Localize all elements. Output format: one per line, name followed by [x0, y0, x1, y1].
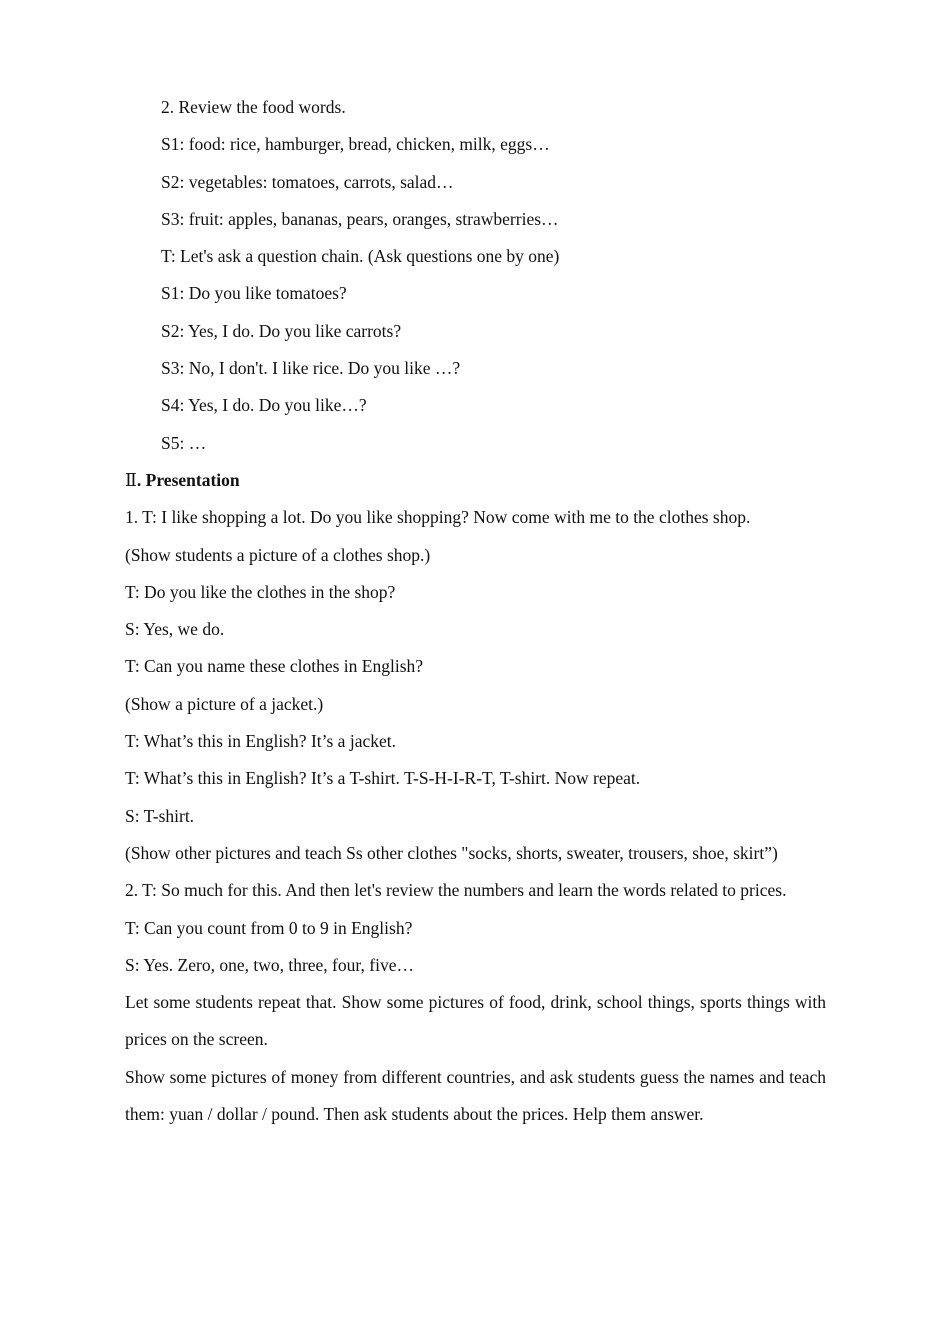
presentation-line: (Show students a picture of a clothes shop.) — [125, 544, 431, 565]
presentation-line: T: What’s this in English? It’s a jacket. — [125, 731, 396, 752]
presentation-line: S: T-shirt. — [125, 805, 195, 826]
review-heading: 2. Review the food words. — [161, 97, 346, 117]
presentation-line: T: Can you name these clothes in English? — [125, 656, 424, 677]
presentation-line: (Show a picture of a jacket.) — [125, 693, 324, 714]
presentation-line: T: What’s this in English? It’s a T-shirt. T-S-H-I-R-T, T-shirt. Now repeat. — [125, 768, 641, 789]
presentation-line: T: Can you count from 0 to 9 in English? — [125, 917, 413, 938]
presentation-paragraph: 2. T: So much for this. And then let's review the numbers and learn the words related to prices. — [125, 880, 787, 901]
review-line: S1: food: rice, hamburger, bread, chicken, milk, eggs… — [161, 134, 550, 155]
review-line: S1: Do you like tomatoes? — [161, 283, 347, 304]
presentation-paragraph: Let some students repeat that. Show some pictures of food, drink, school things, sports things with prices on the screen. — [125, 992, 826, 1050]
presentation-line: S: Yes, we do. — [125, 619, 225, 640]
section-title: . Presentation — [136, 469, 240, 490]
section-numeral: Ⅱ — [125, 469, 137, 490]
review-line: T: Let's ask a question chain. (Ask questions one by one) — [161, 246, 560, 267]
presentation-line: 1. T: I like shopping a lot. Do you like shopping? Now come with me to the clothes shop. — [125, 507, 751, 528]
review-line: S2: vegetables: tomatoes, carrots, salad… — [161, 171, 454, 192]
presentation-line: S: Yes. Zero, one, two, three, four, five… — [125, 954, 414, 975]
section-heading-presentation — [125, 462, 826, 499]
review-line: S5: … — [161, 432, 207, 453]
presentation-paragraph: Show some pictures of money from different countries, and ask students guess the names and teach them: yuan / dollar / pound. Then ask students about the prices. Help them answer. — [125, 1066, 826, 1125]
lesson-content — [125, 89, 826, 1133]
review-line: S4: Yes, I do. Do you like…? — [161, 395, 367, 416]
presentation-paragraph: (Show other pictures and teach Ss other clothes "socks, shorts, sweater, trousers, shoe, skirt”) — [125, 842, 778, 863]
review-line: S3: fruit: apples, bananas, pears, oranges, strawberries… — [161, 208, 559, 229]
review-line: S3: No, I don't. I like rice. Do you like …? — [161, 358, 461, 379]
review-line: S2: Yes, I do. Do you like carrots? — [161, 320, 402, 341]
presentation-line: T: Do you like the clothes in the shop? — [125, 581, 396, 602]
